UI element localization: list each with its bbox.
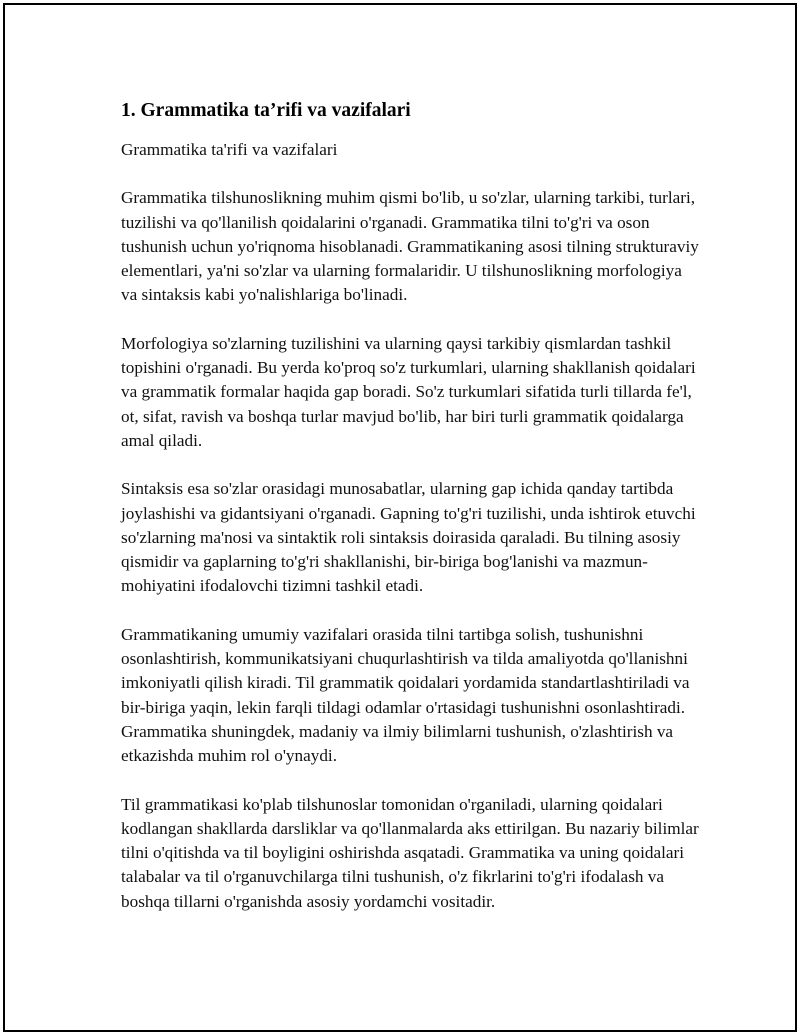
paragraph-4: Grammatikaning umumiy vazifalari orasida tilni tartibga solish, tushunishni osonlashtirish, kommunikatsiyani chuqurlashtirish va tilda amaliyotda qo'llanishni imkoniyatli qilish kiradi. Til grammatik qoidalari yordamida standartlashtiriladi va bir-biriga yaqin, lekin farqli tildagi odamlar o'rtasidagi tushunishni osonlashtiradi. Grammatika shuningdek, madaniy va ilmiy bilimlarni tushunish, o'zlashtirish va etkazishda muhim rol o'ynaydi.	[121, 624, 690, 766]
document-body	[121, 98, 701, 914]
paragraph-5: Til grammatikasi ko'plab tilshunoslar tomonidan o'rganiladi, ularning qoidalari kodlangan shakllarda darsliklar va qo'llanmalarda aks ettirilgan. Bu nazariy bilimlar tilni o'qitishda va til boyligini oshirishda asqatadi. Grammatika va uning qoidalari talabalar va til o'rganuvchilarga tilni tushunish, o'z fikrlarini to'g'ri ifodalash va boshqa tillarni o'rganishda asosiy yordamchi vositadir.	[121, 794, 699, 911]
page-frame	[3, 3, 797, 1032]
paragraph-3: Sintaksis esa so'zlar orasidagi munosabatlar, ularning gap ichida qanday tartibda joylashishi va gidantsiyani o'rganadi. Gapning to'g'ri tuzilishi, unda ishtirok etuvchi so'zlarning ma'nosi va sintaktik roli sintaksis doirasida qaraladi. Bu tilning asosiy qismidir va gaplarning to'g'ri shakllanishi, bir-biriga bog'lanishi va mazmun-mohiyatini ifodalovchi tizimni tashkil etadi.	[121, 479, 696, 596]
section-heading: 1. Grammatika ta’rifi va vazifalari	[121, 100, 411, 121]
paragraph-2: Morfologiya so'zlarning tuzilishini va ularning qaysi tarkibiy qismlardan tashkil topishini o'rganadi. Bu yerda ko'proq so'z turkumlari, ularning shakllanish qoidalari va grammatik formalar haqida gap boradi. So'z turkumlari sifatida turli tillarda fe'l, ot, sifat, ravish va boshqa turlar mavjud bo'lib, har biri turli grammatik qoidalarga amal qiladi.	[121, 333, 696, 450]
paragraph-1: Grammatika tilshunoslikning muhim qismi bo'lib, u so'zlar, ularning tarkibi, turlari, tuzilishi va qo'llanilish qoidalarini o'rganadi. Grammatika tilni to'g'ri va oson tushunish uchun yo'riqnoma hisoblanadi. Grammatikaning asosi tilning strukturaviy elementlari, ya'ni so'zlar va ularning formalaridir. U tilshunoslikning morfologiya va sintaksis kabi yo'nalishlariga bo'linadi.	[121, 188, 699, 305]
section-subtitle: Grammatika ta'rifi va vazifalari	[121, 140, 338, 159]
